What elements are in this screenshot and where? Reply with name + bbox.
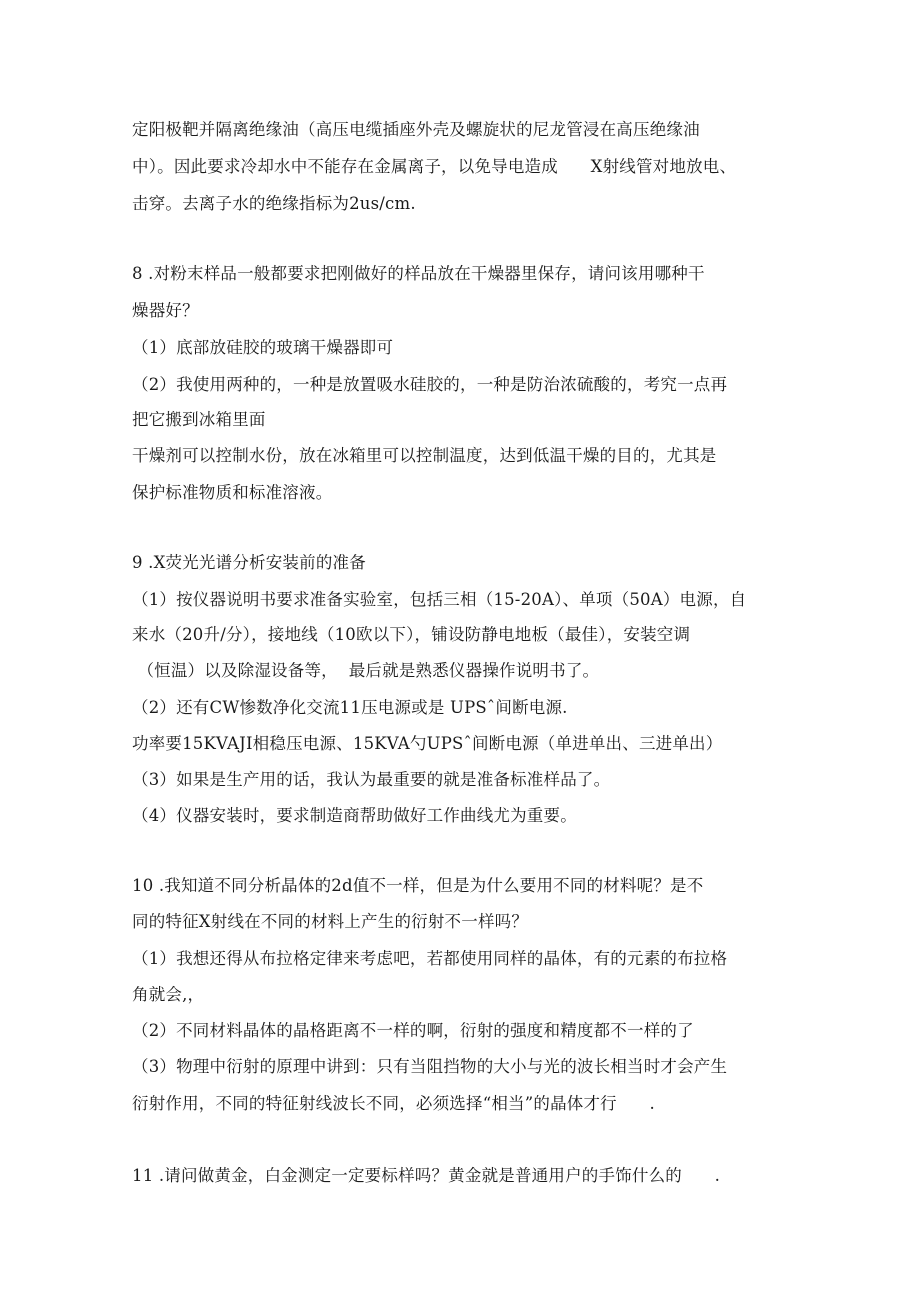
q9-answer-1-line-3: （恒温）以及除湿设备等， 最后就是熟悉仪器操作说明书了。 [132,661,600,680]
q10-answer-2: （2）不同材料晶体的晶格距离不一样的啊，衍射的强度和精度都不一样的了 [132,1021,694,1040]
q9-power-note: 功率要15KVAJI相稳压电源、15KVA勺UPSˆ间断电源（单进单出、三进单出） [132,734,723,753]
q8-heading-line-1: 8 .对粉末样品一般都要求把刚做好的样品放在干燥器里保存，请问该用哪种干 [132,264,705,283]
q10-heading-line-1: 10 .我知道不同分析晶体的2d值不一样，但是为什么要用不同的材料呢？是不 [132,876,704,895]
q8-answer-2-line-1: （2）我使用两种的，一种是放置吸水硅胶的，一种是防治浓硫酸的，考究一点再 [132,375,728,394]
q9-answer-2: （2）还有CW惨数净化交流11压电源或是 UPSˆ间断电源. [132,698,568,717]
q10-answer-3-line-1: （3）物理中衍射的原理中讲到：只有当阻挡物的大小与光的波长相当时才会产生 [132,1057,728,1076]
q9-answer-3: （3）如果是生产用的话，我认为最重要的就是准备标准样品了。 [132,770,611,789]
q8-answer-2-line-2: 把它搬到冰箱里面 [132,410,266,429]
q10-heading-line-2: 同的特征X射线在不同的材料上产生的衍射不一样吗？ [132,912,529,931]
q8-note-line-1: 干燥剂可以控制水份，放在冰箱里可以控制温度，达到低温干燥的目的，尤其是 [132,446,717,465]
q9-heading: 9 .X荧光光谱分析安装前的准备 [132,553,366,572]
q10-answer-1-line-1: （1）我想还得从布拉格定律来考虑吧，若都使用同样的晶体，有的元素的布拉格 [132,949,728,968]
q8-heading-line-2: 燥器好？ [132,301,199,320]
q9-answer-4: （4）仪器安装时，要求制造商帮助做好工作曲线尤为重要。 [132,806,577,825]
q10-answer-1-line-2: 角就会,， [132,985,205,1004]
intro-line-2: 中）。因此要求冷却水中不能存在金属离子，以免导电造成 X射线管对地放电、 [132,157,737,176]
intro-line-3: 击穿。去离子水的绝缘指标为2us/cm. [132,194,416,213]
q10-answer-3-line-2: 衍射作用，不同的特征射线波长不同，必须选择“相当”的晶体才行 . [132,1094,655,1113]
q11-heading: 11 .请问做黄金，白金测定一定要标样吗？黄金就是普通用户的手饰什么的 . [132,1166,721,1185]
q8-note-line-2: 保护标准物质和标准溶液。 [132,483,333,502]
q9-answer-1-line-1: （1）按仪器说明书要求准备实验室，包括三相（15-20A）、单项（50A）电源，自 [132,590,747,609]
q8-answer-1: （1）底部放硅胶的玻璃干燥器即可 [132,338,394,357]
q9-answer-1-line-2: 来水（20升/分），接地线（10欧以下），铺设防静电地板（最佳），安装空调 [132,625,691,644]
intro-line-1: 定阳极靶并隔离绝缘油（高压电缆插座外壳及螺旋状的尼龙管浸在高压绝缘油 [132,120,700,139]
